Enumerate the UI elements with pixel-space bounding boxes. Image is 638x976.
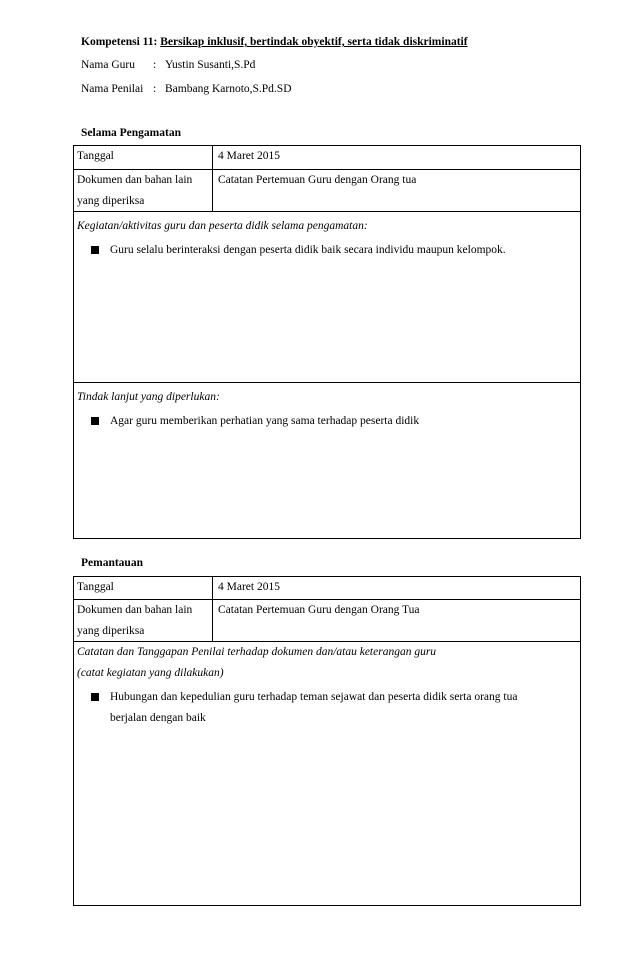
bullet-square-icon: [91, 417, 99, 425]
monitoring-table: [73, 576, 581, 906]
observation-dokumen-row: [74, 170, 580, 212]
observation-heading: Selama Pengamatan: [81, 127, 181, 139]
guru-value: Yustin Susanti,S.Pd: [165, 59, 256, 71]
kegiatan-item: [77, 240, 577, 261]
dokumen-label: [74, 170, 213, 211]
penilai-label: Nama Penilai: [81, 83, 144, 95]
catatan-item-line-1: Hubungan dan kepedulian guru terhadap teman sejawat dan peserta didik serta orang tua: [110, 691, 518, 703]
monitoring-catatan-row: [74, 642, 580, 905]
kegiatan-label: Kegiatan/aktivitas guru dan peserta didik selama pengamatan:: [77, 220, 368, 232]
monitoring-dokumen-label-line-1: Dokumen dan bahan lain: [77, 604, 193, 616]
observation-tindak-row: [74, 383, 580, 538]
monitoring-dokumen-label: [74, 600, 213, 641]
bullet-square-icon: [91, 246, 99, 254]
catatan-label-line-1: Catatan dan Tanggapan Penilai terhadap dokumen dan/atau keterangan guru: [77, 646, 437, 658]
guru-separator: :: [153, 59, 157, 71]
tindak-section: [74, 383, 580, 538]
catatan-item: [77, 687, 577, 729]
kompetensi-heading: [81, 36, 468, 48]
tanggal-label: Tanggal: [74, 146, 213, 169]
dokumen-value: Catatan Pertemuan Guru dengan Orang tua: [218, 174, 417, 186]
catatan-item-text: [110, 687, 577, 729]
dokumen-label-line-2: yang diperiksa: [77, 195, 145, 207]
tindak-item-text: Agar guru memberikan perhatian yang sama terhadap peserta didik: [110, 415, 420, 427]
kegiatan-section: [74, 212, 580, 382]
catatan-label-line-2: (catat kegiatan yang dilakukan): [77, 667, 224, 679]
kompetensi-label: Kompetensi 11:: [81, 36, 158, 48]
bullet-square-icon: [91, 693, 99, 701]
catatan-item-line-2: berjalan dengan baik: [110, 712, 206, 724]
monitoring-heading: Pemantauan: [81, 557, 143, 569]
penilai-value: Bambang Karnoto,S.Pd.SD: [165, 83, 292, 95]
kompetensi-title: Bersikap inklusif, bertindak obyektif, serta tidak diskriminatif: [160, 36, 468, 48]
observation-tanggal-row: [74, 146, 580, 170]
monitoring-tanggal-value: 4 Maret 2015: [218, 581, 280, 593]
tindak-item: [77, 411, 577, 432]
guru-label: Nama Guru: [81, 59, 135, 71]
tindak-label: Tindak lanjut yang diperlukan:: [77, 391, 220, 403]
monitoring-dokumen-value: Catatan Pertemuan Guru dengan Orang Tua: [218, 604, 420, 616]
monitoring-tanggal-row: [74, 577, 580, 600]
kegiatan-item-text: Guru selalu berinteraksi dengan peserta didik baik secara individu maupun kelompok.: [110, 244, 506, 256]
monitoring-tanggal-label: Tanggal: [74, 577, 213, 599]
catatan-section: [74, 642, 580, 905]
guru-line: [81, 59, 255, 71]
penilai-separator: :: [153, 83, 157, 95]
tanggal-value: 4 Maret 2015: [218, 150, 280, 162]
monitoring-dokumen-row: [74, 600, 580, 642]
penilai-line: [81, 83, 292, 95]
observation-kegiatan-row: [74, 212, 580, 383]
observation-table: [73, 145, 581, 539]
monitoring-dokumen-label-line-2: yang diperiksa: [77, 625, 145, 637]
dokumen-label-line-1: Dokumen dan bahan lain: [77, 174, 193, 186]
